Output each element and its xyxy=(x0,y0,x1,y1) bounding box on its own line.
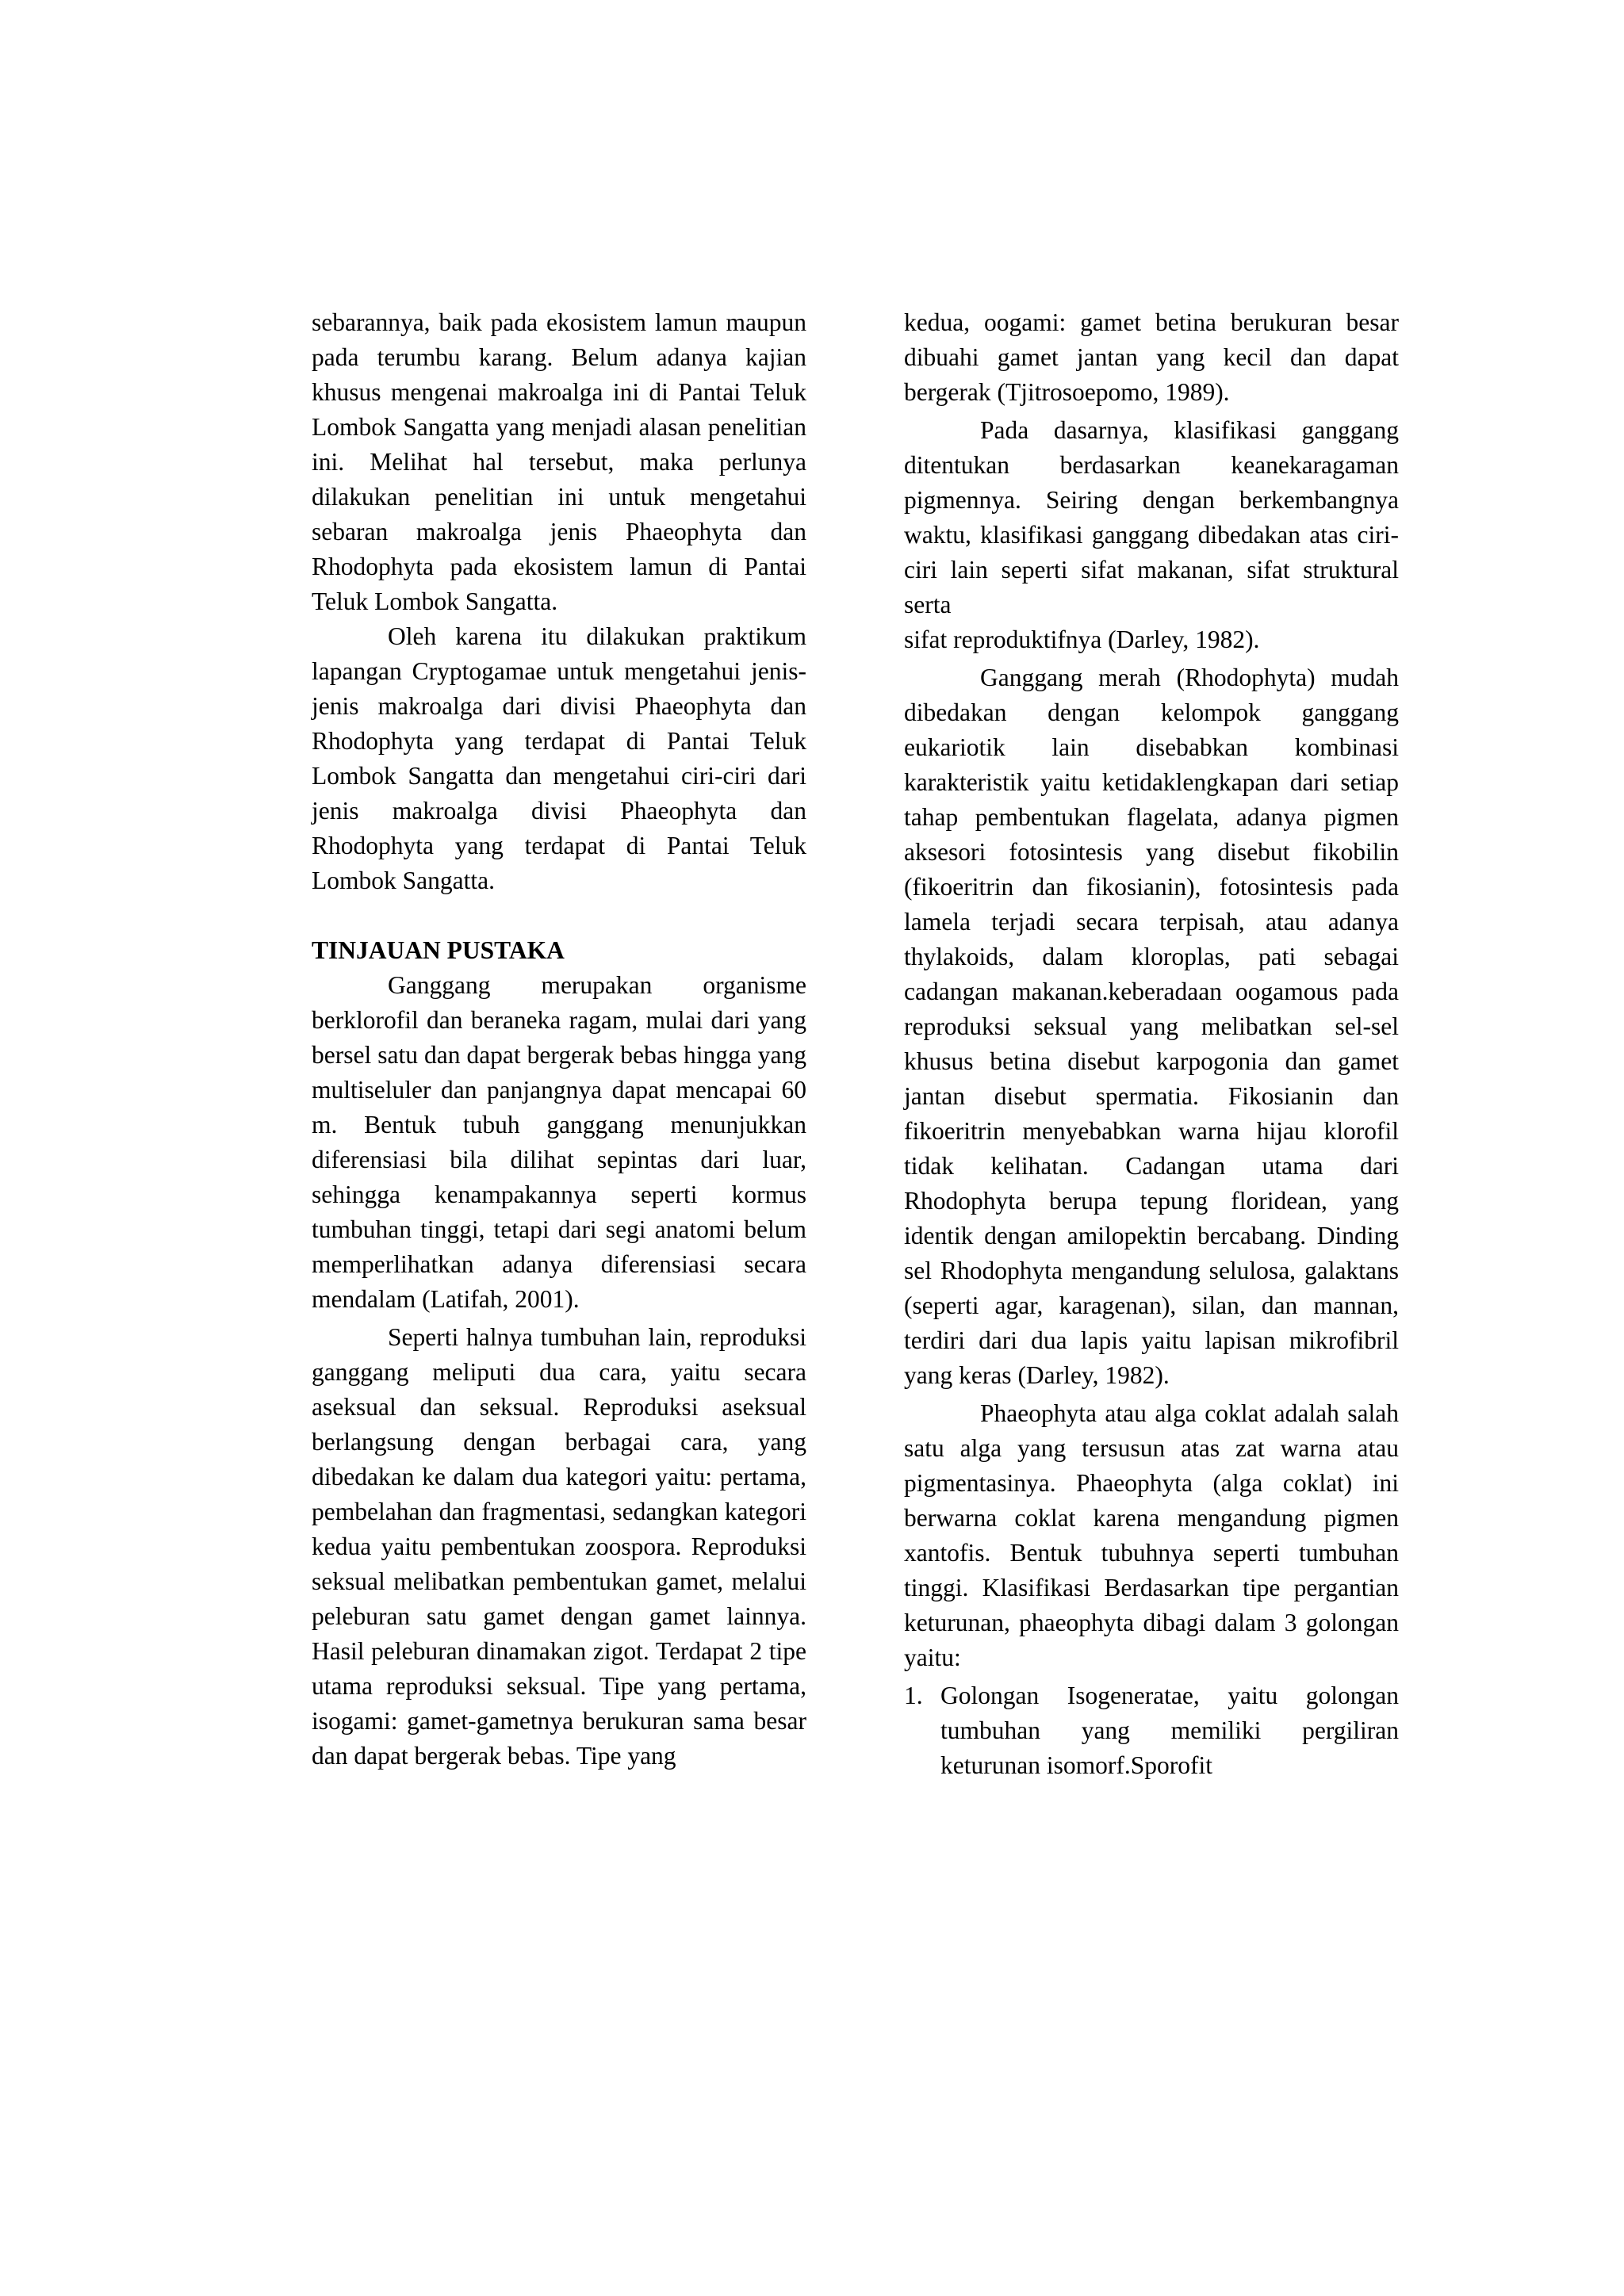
paragraph: sifat reproduktifnya (Darley, 1982). xyxy=(904,626,1260,653)
paragraph: Oleh karena itu dilakukan praktikum lapangan Cryptogamae untuk mengetahui jenis-jenis makroalga dari divisi Phaeophyta dan Rhodophyta yang terdapat di Pantai Teluk Lombok Sangatta dan mengetahui ciri-ciri dari jenis makroalga divisi Phaeophyta dan Rhodophyta yang terdapat di Pantai Teluk Lombok Sangatta. xyxy=(312,622,806,894)
paragraph: Phaeophyta atau alga coklat adalah salah satu alga yang tersusun atas zat warna atau pigmentasinya. Phaeophyta (alga coklat) ini berwarna coklat karena mengandung pigmen xantofis. Bentuk tubuhnya seperti tumbuhan tinggi. Klasifikasi Berdasarkan tipe pergantian keturunan, phaeophyta dibagi dalam 3 golongan yaitu: xyxy=(904,1399,1399,1671)
numbered-list xyxy=(904,1678,1399,1783)
paragraph: Ganggang merupakan organisme berklorofil dan beraneka ragam, mulai dari yang bersel satu dan dapat bergerak bebas hingga yang multiseluler dan panjangnya dapat mencapai 60 m. Bentuk tubuh ganggang menunjukkan diferensiasi bila dilihat sepintas dari luar, sehingga kenampakannya seperti kormus tumbuhan tinggi, tetapi dari segi anatomi belum memperlihatkan adanya diferensiasi secara mendalam (Latifah, 2001). xyxy=(312,971,806,1313)
section-heading: TINJAUAN PUSTAKA xyxy=(312,936,565,964)
paragraph: Pada dasarnya, klasifikasi ganggang ditentukan berdasarkan keanekaragaman pigmennya. Seiring dengan berkembangnya waktu, klasifikasi ganggang dibedakan atas ciri-ciri lain seperti sifat makanan, sifat struktural serta xyxy=(904,416,1399,618)
list-item-text: Golongan Isogeneratae, yaitu golongan tumbuhan yang memiliki pergiliran keturunan isomorf.Sporofit xyxy=(940,1682,1399,1779)
paragraph: kedua, oogami: gamet betina berukuran besar dibuahi gamet jantan yang kecil dan dapat bergerak (Tjitrosoepomo, 1989). xyxy=(904,308,1399,406)
left-column xyxy=(312,305,806,1774)
paragraph: sebarannya, baik pada ekosistem lamun maupun pada terumbu karang. Belum adanya kajian khusus mengenai makroalga ini di Pantai Teluk Lombok Sangatta yang menjadi alasan penelitian ini. Melihat hal tersebut, maka perlunya dilakukan penelitian ini untuk mengetahui sebaran makroalga jenis Phaeophyta dan Rhodophyta pada ekosistem lamun di Pantai Teluk Lombok Sangatta. xyxy=(312,308,806,615)
paragraph: Ganggang merah (Rhodophyta) mudah dibedakan dengan kelompok ganggang eukariotik lain disebabkan kombinasi karakteristik yaitu ketidaklengkapan dari setiap tahap pembentukan flagelata, adanya pigmen aksesori fotosintesis yang disebut fikobilin (fikoeritrin dan fikosianin), fotosintesis pada lamela terjadi secara terpisah, atau adanya thylakoids, dalam kloroplas, pati sebagai cadangan makanan.keberadaan oogamous pada reproduksi seksual yang melibatkan sel-sel khusus betina disebut karpogonia dan gamet jantan disebut spermatia. Fikosianin dan fikoeritrin menyebabkan warna hijau klorofil tidak kelihatan. Cadangan utama dari Rhodophyta berupa tepung floridean, yang identik dengan amilopektin bercabang. Dinding sel Rhodophyta mengandung selulosa, galaktans (seperti agar, karagenan), silan, dan mannan, terdiri dari dua lapis yaitu lapisan mikrofibril yang keras (Darley, 1982). xyxy=(904,664,1399,1389)
list-item-number: 1. xyxy=(904,1682,923,1709)
list-item xyxy=(904,1678,1399,1783)
right-column xyxy=(904,305,1399,1783)
paragraph: Seperti halnya tumbuhan lain, reproduksi ganggang meliputi dua cara, yaitu secara aseksual dan seksual. Reproduksi aseksual berlangsung dengan berbagai cara, yang dibedakan ke dalam dua kategori yaitu: pertama, pembelahan dan fragmentasi, sedangkan kategori kedua yaitu pembentukan zoospora. Reproduksi seksual melibatkan pembentukan gamet, melalui peleburan satu gamet dengan gamet lainnya. Hasil peleburan dinamakan zigot. Terdapat 2 tipe utama reproduksi seksual. Tipe yang pertama, isogami: gamet-gametnya berukuran sama besar dan dapat bergerak bebas. Tipe yang xyxy=(312,1323,806,1770)
